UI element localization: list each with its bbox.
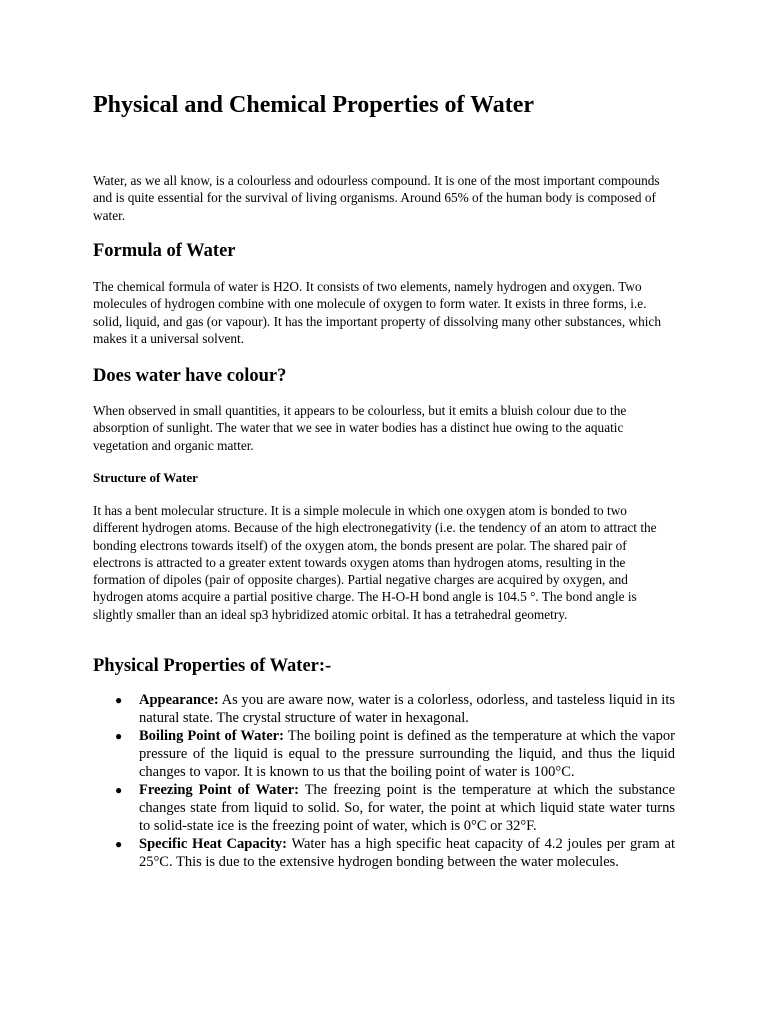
- physical-properties-list: [93, 691, 675, 871]
- colour-heading: Does water have colour?: [93, 366, 287, 386]
- list-item-label: Appearance:: [139, 692, 219, 708]
- bullet-icon: ●: [115, 729, 123, 743]
- colour-paragraph: When observed in small quantities, it appears to be colourless, but it emits a bluish colour due to the absorption of sunlight. The water that we see in water bodies has a distinct hue owing to the aquatic vegetation and organic matter.: [93, 403, 627, 453]
- structure-paragraph: It has a bent molecular structure. It is a simple molecule in which one oxygen atom is bonded to two different hydrogen atoms. Because of the high electronegativity (i.e. the tendency of an atom to attract the bonding electrons towards itself) of the oxygen atom, the bonds present are polar. The shared pair of electrons is attracted to a greater extent towards oxygen atoms than hydrogen atoms, resulting in the formation of dipoles (pair of opposite charges). Partial negative charges are acquired by oxygen, and hydrogen atoms acquire a partial positive charge. The H-O-H bond angle is 104.5 °. The bond angle is slightly smaller than an ideal sp3 hybridized atomic orbital. It has a tetrahedral geometry.: [93, 503, 657, 622]
- structure-heading: Structure of Water: [93, 470, 198, 485]
- list-item-text: The freezing point is the temperature at which the substance changes state from liquid to solid. So, for water, the point at which liquid state water turns to solid-state ice is the freezing point of water, which is 0°C or 32°F.: [139, 782, 676, 834]
- list-item-appearance: [93, 691, 675, 727]
- formula-heading: Formula of Water: [93, 241, 236, 261]
- formula-paragraph: The chemical formula of water is H2O. It consists of two elements, namely hydrogen and oxygen. Two molecules of hydrogen combine with one molecule of oxygen to form water. It exists in three forms, i.e. solid, liquid, and gas (or vapour). It has the important property of dissolving many other substances, which makes it a universal solvent.: [93, 279, 661, 346]
- list-item-label: Freezing Point of Water:: [139, 782, 299, 798]
- bullet-icon: ●: [115, 693, 123, 707]
- page-title: Physical and Chemical Properties of Water: [93, 92, 535, 118]
- list-item-text: Water has a high specific heat capacity of 4.2 joules per gram at 25°C. This is due to the extensive hydrogen bonding between the water molecules.: [139, 836, 675, 870]
- list-item-text: As you are aware now, water is a colorless, odorless, and tasteless liquid in its natural state. The crystal structure of water in hexagonal.: [139, 692, 676, 726]
- list-item-specific-heat: [93, 835, 675, 871]
- bullet-icon: ●: [115, 837, 123, 851]
- intro-paragraph: Water, as we all know, is a colourless and odourless compound. It is one of the most important compounds and is quite essential for the survival of living organisms. Around 65% of the human body is composed of water.: [93, 173, 660, 223]
- physical-properties-heading: Physical Properties of Water:-: [93, 656, 332, 676]
- list-item-label: Boiling Point of Water:: [139, 728, 284, 744]
- list-item-freezing-point: [93, 781, 675, 835]
- list-item-text: The boiling point is defined as the temperature at which the vapor pressure of the liquid is equal to the pressure surrounding the liquid, and thus the liquid changes to vapor. It is known to us that the boiling point of water is 100°C.: [139, 728, 675, 780]
- bullet-icon: ●: [115, 783, 123, 797]
- list-item-boiling-point: [93, 727, 675, 781]
- list-item-label: Specific Heat Capacity:: [139, 836, 287, 852]
